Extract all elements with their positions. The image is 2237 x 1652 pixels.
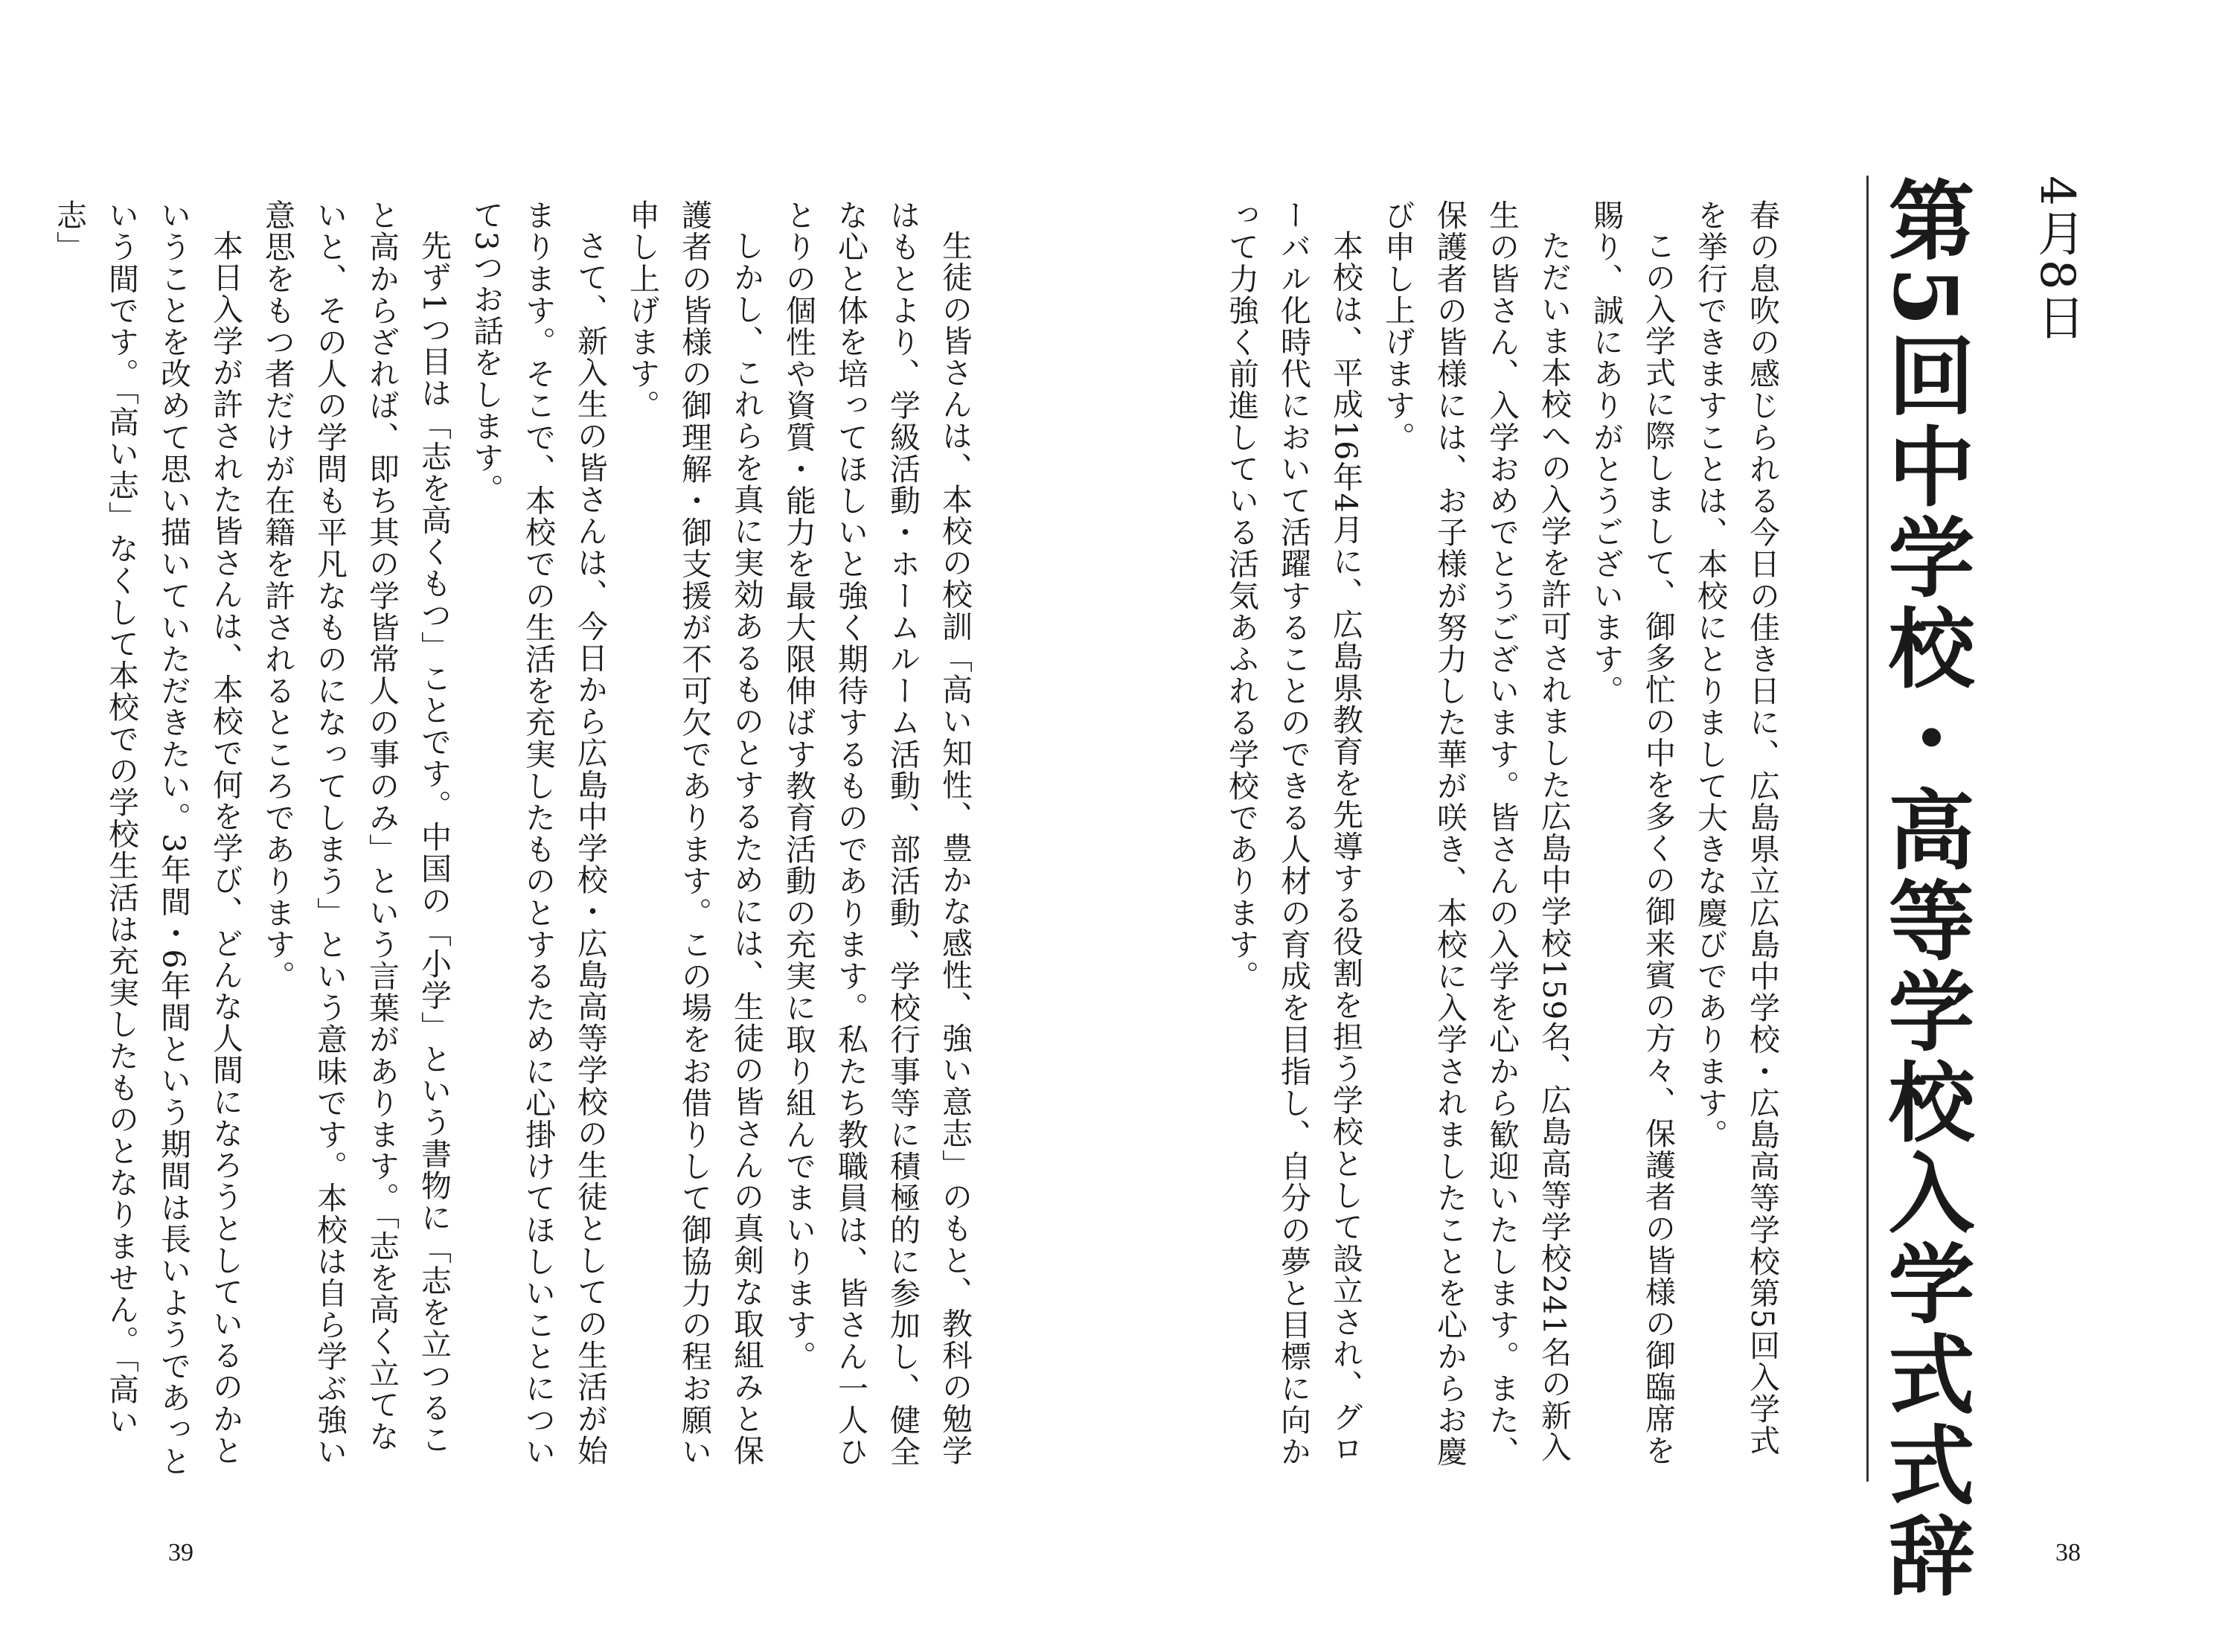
body-text-right-page: [1215, 199, 1788, 1479]
speech-title: 第5回中学校・高等学校入学式式辞: [1874, 176, 1975, 1602]
paragraph: 生徒の皆さんは、本校の校訓「高い知性、豊かな感性、強い意志」のもと、教科の勉学はもとより、学級活動・ホームルーム活動、部活動、学校行事等に積極的に参加し、健全な心と体を培ってほしいと強く期待するものであります。私たち教職員は、皆さん一人ひとりの個性や資質・能力を最大限伸ばす教育活動の充実に取り組んでまいります。: [781, 199, 973, 1467]
paragraph: ただいま本校への入学を許可されました広島中学校159名、広島高等学校241名の新入生の皆さん、入学おめでとうございます。皆さんの入学を心から歓迎いたします。また、保護者の皆様には、お子様が努力した華が咲き、本校に入学されましたことを心からお慶び申し上げます。: [1380, 199, 1572, 1467]
title-divider: [1866, 176, 1869, 1482]
speech-date: 4月8日: [2029, 176, 2084, 344]
paragraph: しかし、これらを真に実効あるものとするためには、生徒の皆さんの真剣な取組みと保護者の皆様の御理解・御支援が不可欠であります。この場をお借りして御協力の程お願い申し上げます。: [624, 199, 764, 1467]
paragraph: 本日入学が許された皆さんは、本校で何を学び、どんな人間になろうとしているのかということを改めて思い描いていただきたい。3年間・6年間という期間は長いようであっという間です。「高い志」なくして本校での学校生活は充実したものとなりません。「高い志」: [51, 199, 243, 1477]
page-number-right: 38: [2055, 1539, 2081, 1566]
paragraph: 春の息吹の感じられる今日の佳き日に、広島県立広島中学校・広島高等学校第5回入学式を挙行できますことは、本校にとりまして大きな慶びであります。: [1692, 199, 1780, 1457]
paragraph: さて、新入生の皆さんは、今日から広島中学校・広島高等学校の生徒としての生活が始まります。そこで、本校での生活を充実したものとするために心掛けてほしいことについて3つお話をします。: [468, 199, 608, 1467]
body-text-left-page: [43, 199, 981, 1479]
paragraph: 先ず1つ目は「志を高くもつ」ことです。中国の「小学」という書物に「志を立つること高からざれば、即ち其の学皆常人の事のみ」という言葉があります。「志を高く立てないと、その人の学問も平凡なものになってしまう」という意味です。本校は自ら学ぶ強い意思をもつ者だけが在籍を許されるところであります。: [260, 199, 452, 1467]
paragraph: 本校は、平成16年4月に、広島県教育を先導する役割を担う学校として設立され、グローバル化時代において活躍することのできる人材の育成を目指し、自分の夢と目標に向かって力強く前進している活気あふれる学校であります。: [1223, 199, 1363, 1467]
page-number-left: 39: [168, 1539, 193, 1566]
paragraph: この入学式に際しまして、御多忙の中を多くの御来賓の方々、保護者の皆様の御臨席を賜り、誠にありがとうございます。: [1588, 199, 1676, 1467]
